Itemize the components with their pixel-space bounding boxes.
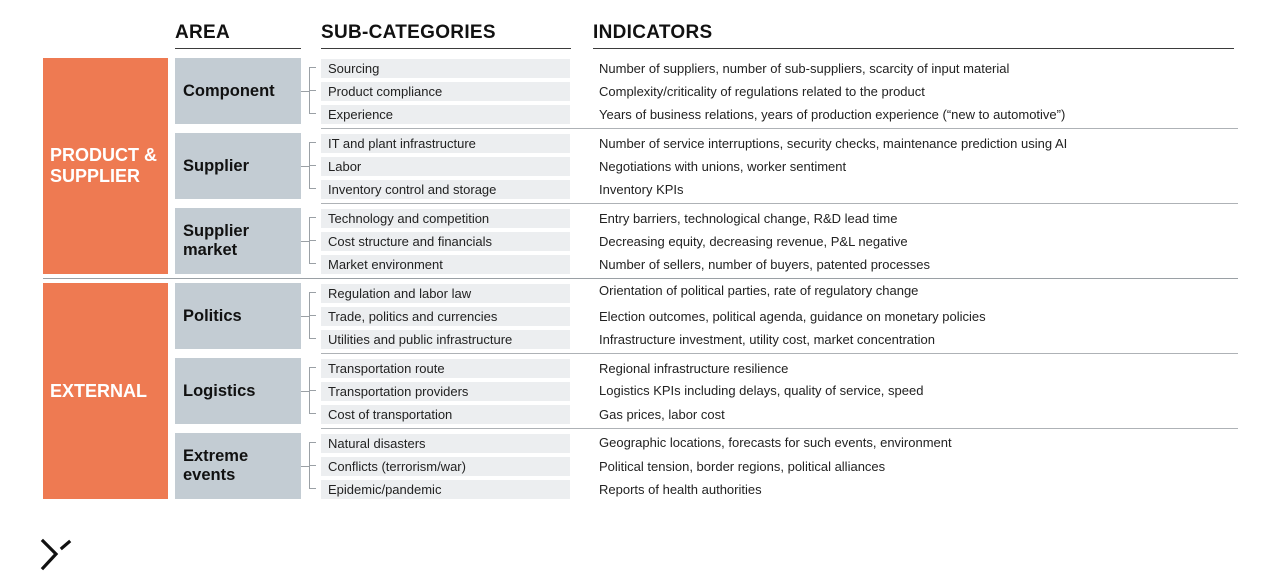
area-extreme-events (175, 433, 301, 499)
connector-extreme-events (301, 433, 316, 499)
indicator-text: Number of service interruptions, security checks, maintenance prediction using AI (599, 136, 1068, 151)
group-product-supplier (43, 58, 168, 274)
sub-category: Conflicts (terrorism/war) (321, 457, 570, 476)
group-label: PRODUCT & SUPPLIER (50, 145, 157, 186)
row-separator (321, 128, 1238, 129)
area-label: Extreme events (183, 447, 249, 484)
row-separator (321, 353, 1238, 354)
header-area-underline (175, 48, 301, 49)
chevron-mark-icon (40, 538, 72, 572)
indicator-text: Reports of health authorities (599, 482, 762, 497)
connector-logistics (301, 358, 316, 424)
group-external (43, 283, 168, 499)
area-supplier-market (175, 208, 301, 274)
indicator-text: Entry barriers, technological change, R&D lead time (599, 211, 898, 226)
indicator-text: Years of business relations, years of production experience (“new to automotive”) (599, 107, 1066, 122)
sub-category: Sourcing (321, 59, 570, 78)
sub-category: Experience (321, 105, 570, 124)
area-label: Logistics (183, 381, 256, 400)
indicator-text: Infrastructure investment, utility cost, market concentration (599, 332, 935, 347)
sub-category: Transportation providers (321, 382, 570, 401)
area-supplier (175, 133, 301, 199)
area-label: Supplier market (183, 222, 250, 259)
sub-category: Natural disasters (321, 434, 570, 453)
sub-category: Transportation route (321, 359, 570, 378)
indicator-text: Negotiations with unions, worker sentiment (599, 159, 847, 174)
area-logistics (175, 358, 301, 424)
indicator-text: Number of sellers, number of buyers, patented processes (599, 257, 930, 272)
sub-category: Regulation and labor law (321, 284, 570, 303)
sub-category: Labor (321, 157, 570, 176)
row-separator (321, 203, 1238, 204)
area-component (175, 58, 301, 124)
indicator-text: Geographic locations, forecasts for such events, environment (599, 435, 952, 450)
indicator-text: Inventory KPIs (599, 182, 684, 197)
header-area: AREA (175, 22, 231, 43)
area-label: Politics (183, 306, 242, 325)
sub-category: IT and plant infrastructure (321, 134, 570, 153)
sub-category: Epidemic/pandemic (321, 480, 570, 499)
sub-category: Product compliance (321, 82, 570, 101)
indicator-text: Gas prices, labor cost (599, 407, 725, 422)
connector-politics (301, 283, 316, 349)
header-sub-categories: SUB-CATEGORIES (321, 22, 496, 43)
indicator-text: Election outcomes, political agenda, guidance on monetary policies (599, 309, 986, 324)
area-label: Component (183, 81, 275, 100)
indicator-text: Decreasing equity, decreasing revenue, P&L negative (599, 234, 908, 249)
sub-category: Cost of transportation (321, 405, 570, 424)
sub-category: Trade, politics and currencies (321, 307, 570, 326)
header-indicators-underline (593, 48, 1234, 49)
group-label: EXTERNAL (50, 380, 148, 401)
header-sub-categories-underline (321, 48, 571, 49)
sub-category: Cost structure and financials (321, 232, 570, 251)
header-indicators: INDICATORS (593, 22, 713, 43)
sub-category: Technology and competition (321, 209, 570, 228)
row-separator (321, 428, 1238, 429)
connector-supplier-market (301, 208, 316, 274)
connector-supplier (301, 133, 316, 199)
indicator-text: Complexity/criticality of regulations related to the product (599, 84, 925, 99)
group-separator (43, 278, 1238, 279)
indicator-text: Regional infrastructure resilience (599, 361, 789, 376)
area-politics (175, 283, 301, 349)
sub-category: Market environment (321, 255, 570, 274)
indicator-text: Political tension, border regions, political alliances (599, 459, 886, 474)
indicator-text: Orientation of political parties, rate of regulatory change (599, 283, 919, 298)
indicator-text: Number of suppliers, number of sub-suppliers, scarcity of input material (599, 61, 1010, 76)
connector-component (301, 58, 316, 124)
indicator-text: Logistics KPIs including delays, quality of service, speed (599, 383, 924, 398)
area-label: Supplier (183, 156, 250, 175)
sub-category: Utilities and public infrastructure (321, 330, 570, 349)
sub-category: Inventory control and storage (321, 180, 570, 199)
